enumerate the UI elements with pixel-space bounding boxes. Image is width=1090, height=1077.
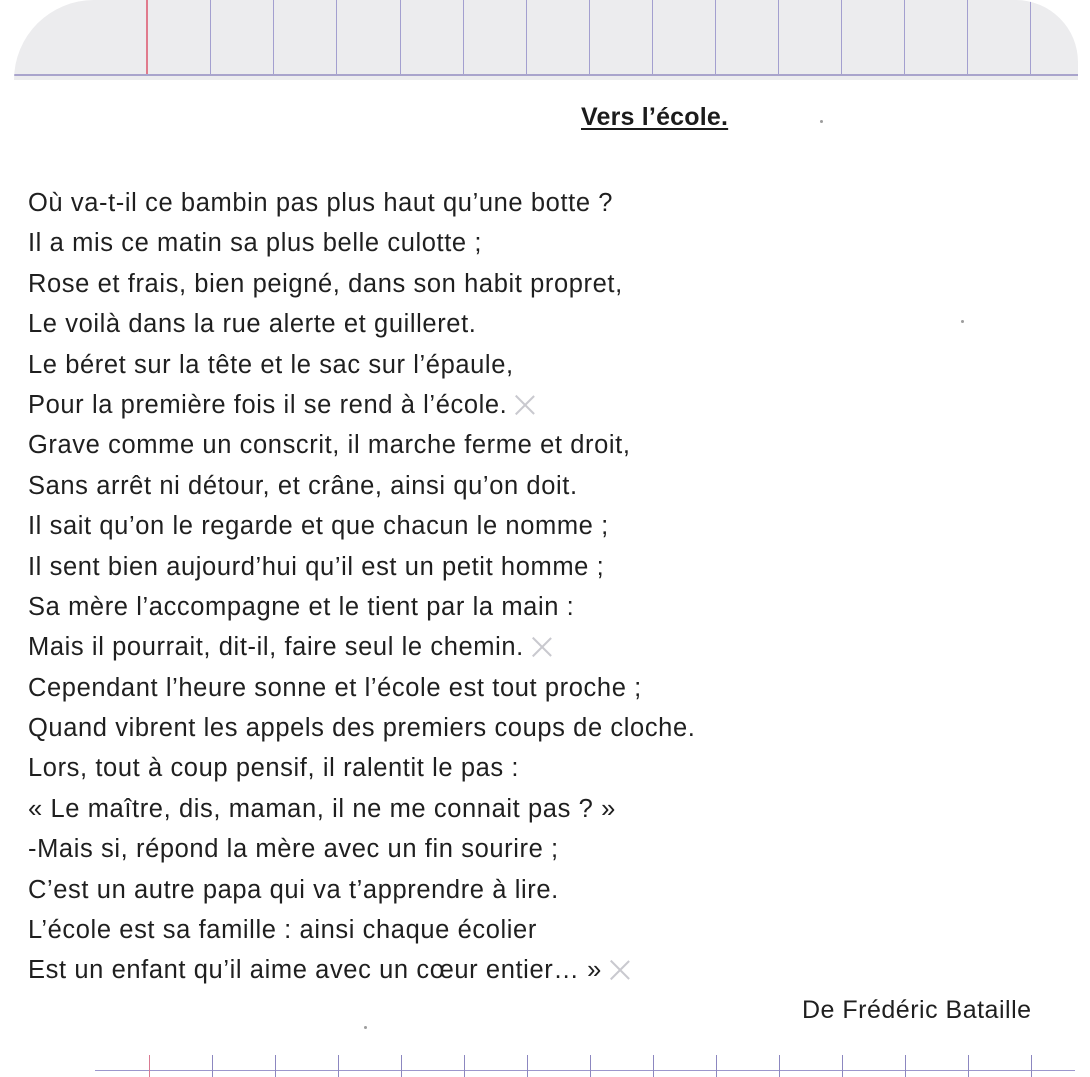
grid-line <box>904 0 905 76</box>
poem-title: Vers l’école. <box>581 103 729 131</box>
poem-line: Il sait qu’on le regarde et que chacun le nomme ; <box>28 512 609 541</box>
poem-line: Cependant l’heure sonne et l’école est tout proche ; <box>28 673 642 702</box>
poem-line: C’est un autre papa qui va t’apprendre à lire. <box>28 875 559 904</box>
grid-tick <box>212 1055 213 1077</box>
poem-line: Le voilà dans la rue alerte et guilleret. <box>28 310 477 339</box>
poem-line: Lors, tout à coup pensif, il ralentit le pas : <box>28 754 520 783</box>
scan-speck <box>820 120 823 123</box>
poem-line: Où va-t-il ce bambin pas plus haut qu’une botte ? <box>28 189 614 217</box>
grid-baseline <box>95 1070 1075 1071</box>
poem-line: Quand vibrent les appels des premiers coups de cloche. <box>28 714 696 743</box>
grid-line <box>715 0 716 76</box>
poem-line: Est un enfant qu’il aime avec un cœur entier… » <box>28 950 828 990</box>
poem-line: Il a mis ce matin sa plus belle culotte ; <box>28 229 483 258</box>
grid-tick <box>968 1055 969 1077</box>
poem-line: Sans arrêt ni détour, et crâne, ainsi qu’on doit. <box>28 471 578 500</box>
poem-author: De Frédéric Bataille <box>802 996 1032 1024</box>
pencil-cross-icon <box>530 634 554 658</box>
grid-tick <box>1031 1055 1032 1077</box>
notebook-paper-strip-bottom <box>95 1050 1075 1077</box>
poem-line: -Mais si, répond la mère avec un fin sourire ; <box>28 835 559 864</box>
grid-line <box>589 0 590 76</box>
grid-tick <box>401 1055 402 1077</box>
grid-tick <box>464 1055 465 1077</box>
grid-line <box>526 0 527 76</box>
grid-tick <box>653 1055 654 1077</box>
poem-line: Il sent bien aujourd’hui qu’il est un petit homme ; <box>28 552 605 581</box>
poem-body <box>28 183 828 991</box>
grid-line <box>336 0 337 76</box>
poem-line: « Le maître, dis, maman, il ne me connait pas ? » <box>28 794 616 823</box>
poem-line: Pour la première fois il se rend à l’école. <box>28 385 828 425</box>
margin-tick <box>149 1055 150 1077</box>
grid-line <box>967 0 968 76</box>
grid-tick <box>716 1055 717 1077</box>
poem-line: Le béret sur la tête et le sac sur l’épaule, <box>28 350 514 379</box>
margin-line <box>146 0 148 76</box>
grid-tick <box>590 1055 591 1077</box>
pencil-cross-icon <box>513 392 537 416</box>
scan-speck <box>364 1026 367 1029</box>
grid-tick <box>842 1055 843 1077</box>
grid-line <box>273 0 274 76</box>
grid-line <box>400 0 401 76</box>
poem-line: L’école est sa famille : ainsi chaque écolier <box>28 916 537 945</box>
grid-baseline <box>14 74 1078 76</box>
notebook-paper-strip-top <box>14 0 1078 80</box>
grid-tick <box>338 1055 339 1077</box>
grid-tick <box>527 1055 528 1077</box>
poem-line: Mais il pourrait, dit-il, faire seul le chemin. <box>28 627 828 667</box>
poem-line: Rose et frais, bien peigné, dans son habit propret, <box>28 269 623 298</box>
grid-tick <box>905 1055 906 1077</box>
grid-line <box>841 0 842 76</box>
grid-line <box>463 0 464 76</box>
grid-line <box>652 0 653 76</box>
grid-line <box>778 0 779 76</box>
poem-line: Grave comme un conscrit, il marche ferme et droit, <box>28 431 631 460</box>
grid-line <box>1030 0 1031 76</box>
pencil-cross-icon <box>608 957 632 981</box>
grid-tick <box>275 1055 276 1077</box>
poem-line: Sa mère l’accompagne et le tient par la main : <box>28 592 575 621</box>
grid-line <box>210 0 211 76</box>
grid-tick <box>779 1055 780 1077</box>
scan-speck <box>961 320 964 323</box>
